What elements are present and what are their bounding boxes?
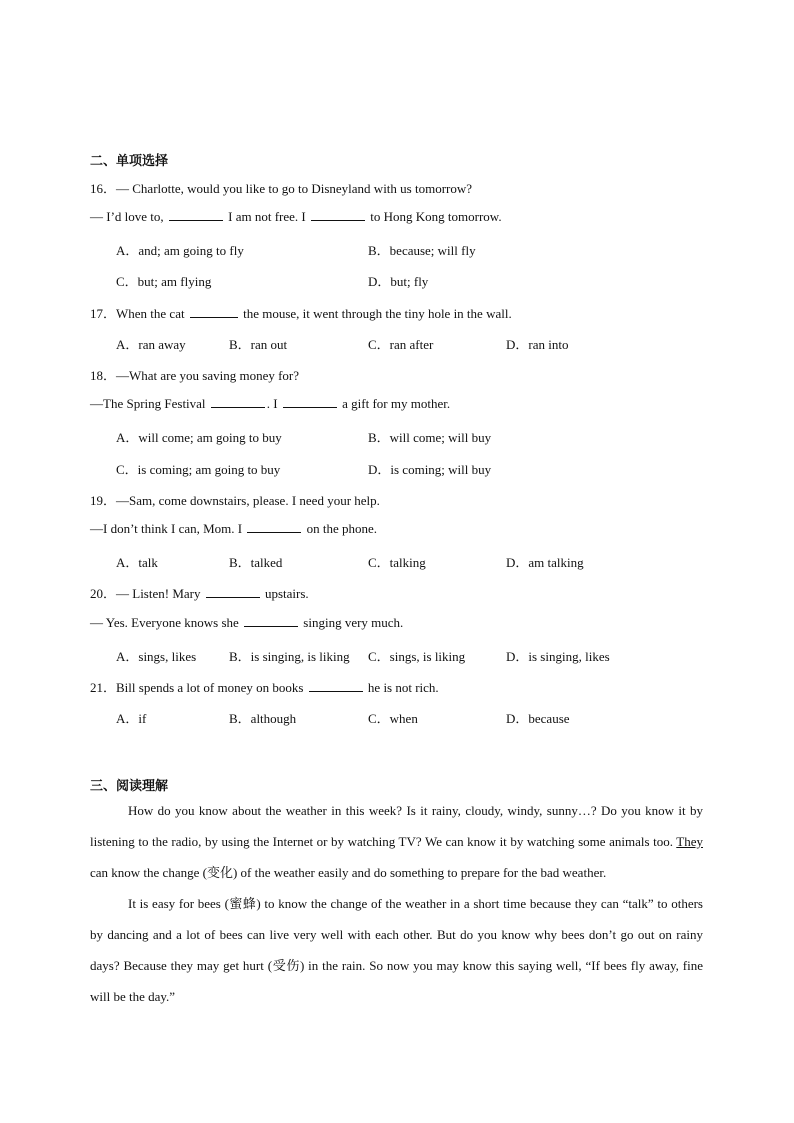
answer-blank bbox=[309, 690, 363, 692]
question-19-option-b: B．talked bbox=[229, 555, 283, 570]
answer-blank bbox=[247, 531, 301, 533]
answer-blank bbox=[169, 219, 223, 221]
question-19-dialog: —I don’t think I can, Mom. I on the phone. bbox=[90, 521, 378, 536]
question-16-option-b: B．because; will fly bbox=[368, 243, 476, 258]
answer-blank bbox=[311, 219, 365, 221]
section-title-single-choice: 二、单项选择 bbox=[90, 154, 169, 169]
question-21-option-b: B．although bbox=[229, 711, 297, 726]
question-21-option-a: A．if bbox=[116, 711, 147, 726]
question-19-option-c: C．talking bbox=[368, 555, 426, 570]
question-20-option-b: B．is singing, is liking bbox=[229, 649, 350, 664]
underlined-word: They bbox=[676, 834, 703, 849]
question-16-dialog: — I’d love to, I am not free. I to Hong Kong tomorrow. bbox=[90, 209, 502, 224]
question-20-option-c: C．sings, is liking bbox=[368, 649, 466, 664]
question-18-option-d: D．is coming; will buy bbox=[368, 462, 492, 477]
question-18-option-b: B．will come; will buy bbox=[368, 430, 492, 445]
question-17-option-a: A．ran away bbox=[116, 337, 186, 352]
question-18-dialog: —The Spring Festival . I a gift for my mother. bbox=[90, 396, 451, 411]
reading-passage bbox=[90, 795, 703, 1012]
question-17-option-c: C．ran after bbox=[368, 337, 434, 352]
question-20-stem: 20．— Listen! Mary upstairs. bbox=[90, 586, 309, 601]
question-20-option-a: A．sings, likes bbox=[116, 649, 197, 664]
answer-blank bbox=[244, 625, 298, 627]
question-18-option-c: C．is coming; am going to buy bbox=[116, 462, 281, 477]
answer-blank bbox=[211, 406, 265, 408]
question-19-option-a: A．talk bbox=[116, 555, 158, 570]
question-16-option-d: D．but; fly bbox=[368, 274, 429, 289]
section-title-reading: 三、阅读理解 bbox=[90, 779, 169, 794]
answer-blank bbox=[190, 316, 238, 318]
question-17-option-d: D．ran into bbox=[506, 337, 569, 352]
question-21-stem: 21．Bill spends a lot of money on books he is not rich. bbox=[90, 680, 439, 695]
question-19-stem: 19．—Sam, come downstairs, please. I need your help. bbox=[90, 493, 380, 508]
question-16-option-c: C．but; am flying bbox=[116, 274, 212, 289]
question-18-option-a: A．will come; am going to buy bbox=[116, 430, 282, 445]
question-20-dialog: — Yes. Everyone knows she singing very much. bbox=[90, 615, 404, 630]
question-17-stem: 17．When the cat the mouse, it went through the tiny hole in the wall. bbox=[90, 306, 512, 321]
question-16-stem: 16．— Charlotte, would you like to go to Disneyland with us tomorrow? bbox=[90, 181, 473, 196]
question-19-option-d: D．am talking bbox=[506, 555, 584, 570]
answer-blank bbox=[283, 406, 337, 408]
question-21-option-d: D．because bbox=[506, 711, 570, 726]
question-18-stem: 18．—What are you saving money for? bbox=[90, 368, 300, 383]
reading-paragraph-1: How do you know about the weather in this week? Is it rainy, cloudy, windy, sunny…? Do you know it by listening to the radio, by using the Internet or by watching TV? We can know it by watching some animals too. They can know the change (变化) of the weather easily and do something to prepare for the bad weather. bbox=[90, 803, 703, 880]
question-21-option-c: C．when bbox=[368, 711, 418, 726]
reading-paragraph-2: It is easy for bees (蜜蜂) to know the change of the weather in a short time because they can “talk” to others by dancing and a lot of bees can live very well with each other. But do you know why bees don’t go out on rainy days? Because they may get hurt (受伤) in the rain. So now you may know this saying well, “If bees fly away, fine will be the day.” bbox=[90, 896, 703, 1004]
question-16-option-a: A．and; am going to fly bbox=[116, 243, 244, 258]
answer-blank bbox=[206, 596, 260, 598]
question-20-option-d: D．is singing, likes bbox=[506, 649, 610, 664]
question-17-option-b: B．ran out bbox=[229, 337, 288, 352]
